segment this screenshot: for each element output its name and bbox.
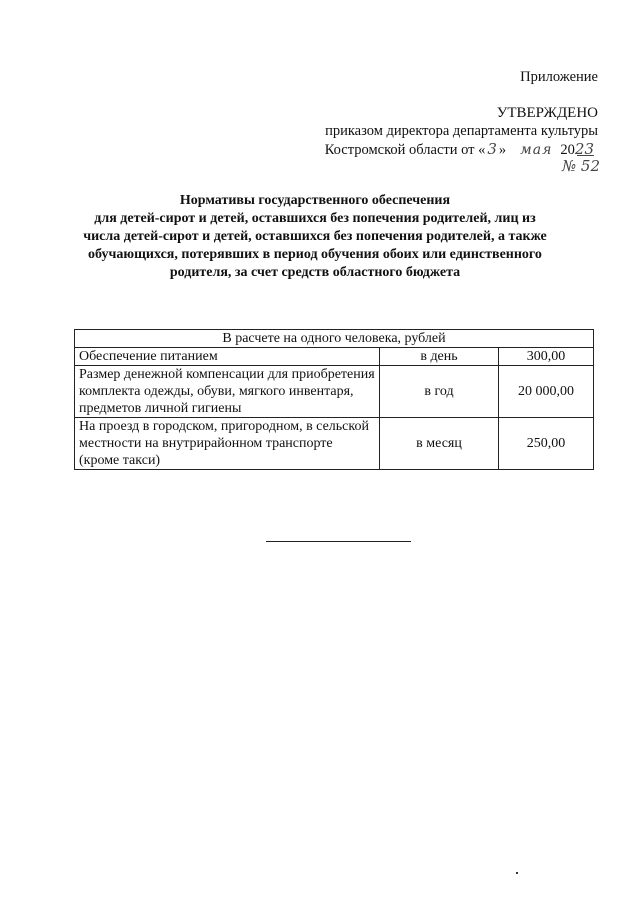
row-name-cell: Обеспечение питанием: [75, 348, 380, 366]
handwritten-document-number: № 52: [561, 157, 600, 175]
order-line: приказом директора департамента культуры: [325, 123, 598, 139]
row-value-cell: 300,00: [499, 348, 594, 366]
approval-date-line: [325, 140, 594, 159]
row-unit-cell: в месяц: [380, 418, 499, 470]
title-line: числа детей-сирот и детей, оставшихся без попечения родителей, а также: [83, 229, 547, 244]
row-value-cell: 250,00: [499, 418, 594, 470]
title-line: родителя, за счет средств областного бюджета: [169, 265, 461, 280]
year-prefix: 20: [560, 142, 575, 158]
table-row: [75, 348, 594, 366]
quote-close: »: [498, 142, 507, 158]
row-unit-cell: в день: [380, 348, 499, 366]
region-text: Костромской области от «: [324, 142, 486, 158]
row-name-cell: На проезд в городском, пригородном, в сельской местности на внутрирайонном транспорте (кроме такси): [75, 418, 380, 470]
row-value-cell: 20 000,00: [499, 366, 594, 418]
scan-speck: [516, 872, 518, 874]
title-line: для детей-сирот и детей, оставшихся без попечения родителей, лиц из: [94, 211, 536, 226]
title-line: обучающихся, потерявших в период обучения обоих или единственного: [88, 247, 542, 262]
approved-stamp: УТВЕРЖДЕНО: [496, 105, 598, 121]
row-name-cell: Размер денежной компенсации для приобретения комплекта одежды, обуви, мягкого инвентаря, предметов личной гигиены: [75, 366, 380, 418]
handwritten-year-suffix: 23: [574, 140, 594, 158]
handwritten-month: мая: [520, 142, 553, 158]
document-title: [75, 192, 555, 282]
year: [560, 142, 594, 158]
appendix-label: Приложение: [520, 69, 598, 85]
table-header-row: [75, 330, 594, 348]
norms-table: [74, 329, 594, 470]
handwritten-day: 3: [487, 140, 497, 158]
title-line: Нормативы государственного обеспечения: [179, 193, 451, 208]
row-unit-cell: в год: [380, 366, 499, 418]
end-of-document-line: [266, 541, 411, 542]
table-header-cell: В расчете на одного человека, рублей: [75, 330, 594, 348]
table-row: [75, 418, 594, 470]
table-row: [75, 366, 594, 418]
